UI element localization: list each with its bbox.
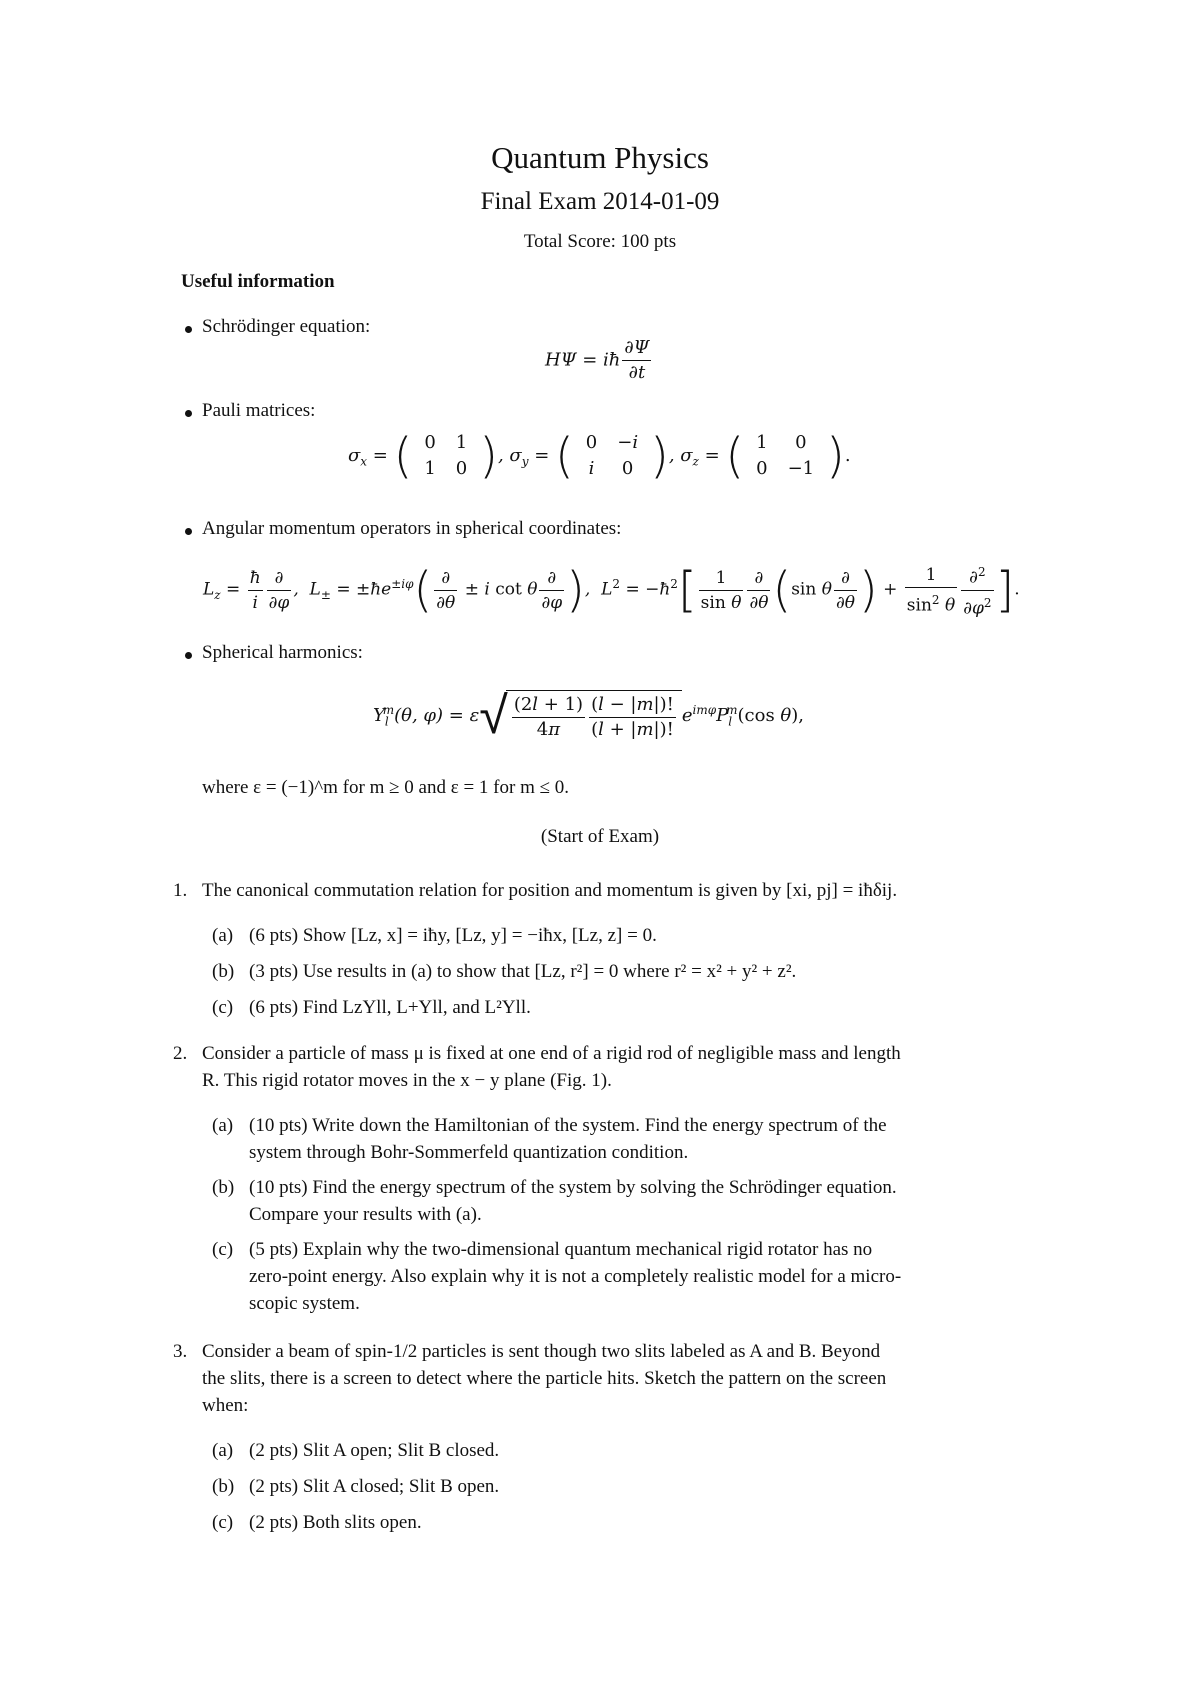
schrodinger-equation: HΨ = iħ $\frac{\partial\Psi}{\partial t}$ <box>545 337 650 383</box>
question-2-text-line: R. This rigid rotator moves in the x − y plane (Fig. 1). <box>202 1070 612 1091</box>
part-label: (b) <box>212 961 235 982</box>
question-3b-text: (2 pts) Slit A closed; Slit B open. <box>249 1476 500 1497</box>
part-label: (b) <box>212 1476 235 1497</box>
angular-momentum-operators: $L_z$ = $\frac{ħ}{i}$ $\frac{\partial}{\partial\varphi}$ , $L_\pm$ = $\pm ħe^{\pm i\varphi}$( $\frac{\partial}{\partial\theta}$ ± i cot θ $\frac{\partial}{\partial\varphi}$ ), $L^2$ = $-ħ^2$[ $\frac{1}{\text{sin θ}}$ $\frac{\partial}{\partial\theta}$ (sin θ $\frac{\partial}{\partial\theta}$ ) + $\frac{1}{\sin^2 \theta}$ $\frac{\partial^2}{\partial\varphi^2}$ ]. <box>203 560 1020 620</box>
question-number: 1. <box>173 880 188 901</box>
start-of-exam-label: (Start of Exam) <box>540 826 660 847</box>
question-2a-line: system through Bohr-Sommerfeld quantization condition. <box>249 1142 689 1163</box>
bullet-icon <box>185 652 192 659</box>
question-3-text-line: the slits, there is a screen to detect where the particle hits. Sketch the pattern on the screen <box>202 1368 887 1389</box>
info-label-pauli: Pauli matrices: <box>202 400 316 421</box>
document-title: Quantum Physics <box>491 140 709 175</box>
epsilon-note: where ε = (−1)^m for m ≥ 0 and ε = 1 for m ≤ 0. <box>202 777 570 798</box>
question-3a-text: (2 pts) Slit A open; Slit B closed. <box>249 1440 500 1461</box>
spherical-harmonics-formula: $Y_l^m(\theta$, φ) = ε√ $\frac{(2l + 1)}{4\pi}$ $\frac{(l - |m|)!}{(l + |m|)!}$ $e^{im\varphi}P_l^m(\cos$ θ), <box>373 686 804 746</box>
question-2b-line: (10 pts) Find the energy spectrum of the system by solving the Schrödinger equation. <box>249 1177 897 1198</box>
question-3c-text: (2 pts) Both slits open. <box>249 1512 422 1533</box>
bullet-icon <box>185 326 192 333</box>
bullet-icon <box>185 410 192 417</box>
part-label: (c) <box>212 1512 234 1533</box>
part-label: (a) <box>212 1115 234 1136</box>
question-2a-line: (10 pts) Write down the Hamiltonian of the system. Find the energy spectrum of the <box>249 1115 887 1136</box>
bullet-icon <box>185 528 192 535</box>
document-subtitle: Final Exam 2014-01-09 <box>480 188 720 215</box>
part-label: (c) <box>212 1239 234 1260</box>
useful-information-heading: Useful information <box>181 271 335 292</box>
question-2c-line: (5 pts) Explain why the two-dimensional quantum mechanical rigid rotator has no <box>249 1239 873 1260</box>
question-3-text-line: when: <box>202 1395 249 1416</box>
part-label: (a) <box>212 1440 234 1461</box>
part-label: (b) <box>212 1177 235 1198</box>
question-1b-text: (3 pts) Use results in (a) to show that [Lz, r²] = 0 where r² = x² + y² + z². <box>249 961 797 982</box>
question-1a-text: (6 pts) Show [Lz, x] = iħy, [Lz, y] = −iħx, [Lz, z] = 0. <box>249 925 657 946</box>
question-1-text: The canonical commutation relation for position and momentum is given by [xi, pj] = iħδij. <box>202 880 898 901</box>
part-label: (a) <box>212 925 234 946</box>
part-label: (c) <box>212 997 234 1018</box>
question-2b-line: Compare your results with (a). <box>249 1204 482 1225</box>
total-score: Total Score: 100 pts <box>523 231 677 252</box>
question-2c-line: scopic system. <box>249 1293 360 1314</box>
info-label-schrodinger: Schrödinger equation: <box>202 316 371 337</box>
question-number: 3. <box>173 1341 188 1362</box>
question-3-text-line: Consider a beam of spin-1/2 particles is sent though two slits labeled as A and B. Beyond <box>202 1341 881 1362</box>
question-number: 2. <box>173 1043 188 1064</box>
info-label-spherical-harmonics: Spherical harmonics: <box>202 642 363 663</box>
info-label-angular-momentum: Angular momentum operators in spherical coordinates: <box>202 518 622 539</box>
question-1c-text: (6 pts) Find LzYll, L+Yll, and L²Yll. <box>249 997 531 1018</box>
question-2-text-line: Consider a particle of mass μ is fixed at one end of a rigid rod of negligible mass and length <box>202 1043 901 1064</box>
question-2c-line: zero-point energy. Also explain why it is not a completely realistic model for a micro- <box>249 1266 902 1287</box>
pauli-matrices: $\sigma_x$ = ( 0 1 1 0 ), $\sigma_y$ = ( 0 −i i 0 ), $\sigma_z$ = ( 1 0 0 −1 ). <box>348 428 851 484</box>
